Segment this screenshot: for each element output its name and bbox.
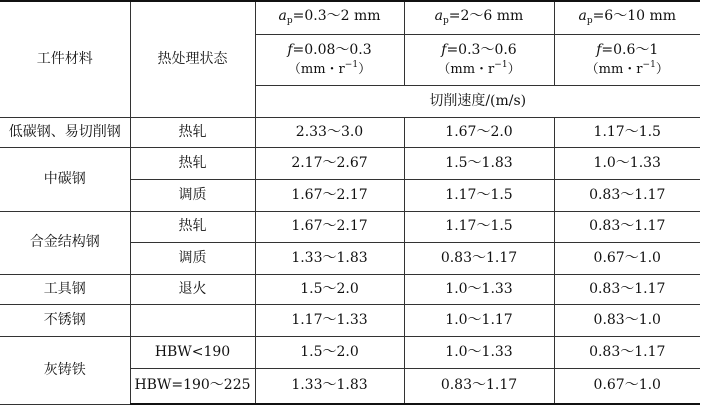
- heat-state-cell: HBW<190: [130, 337, 255, 369]
- speed-cell: 0.83～1.17: [554, 337, 700, 369]
- header-material: 工件材料: [0, 1, 130, 117]
- speed-cell: 1.17～1.5: [404, 211, 554, 243]
- speed-cell: 1.5～1.83: [404, 148, 554, 180]
- speed-cell: 2.17～2.67: [255, 148, 404, 180]
- header-feed-1: f=0.08～0.3 （mm・$r^{-1}$）: [255, 35, 404, 86]
- speed-cell: 1.5～2.0: [255, 274, 404, 305]
- material-cell: 合金结构钢: [0, 211, 130, 274]
- material-cell: 低碳钢、易切削钢: [0, 117, 130, 148]
- speed-cell: 1.33～1.83: [255, 243, 404, 275]
- speed-cell: 1.5～2.0: [255, 337, 404, 369]
- material-cell: 不锈钢: [0, 305, 130, 337]
- speed-cell: 1.17～1.5: [404, 180, 554, 212]
- speed-cell: 1.67～2.17: [255, 180, 404, 212]
- speed-cell: 1.0～1.33: [404, 274, 554, 305]
- speed-cell: 0.83～1.17: [404, 368, 554, 404]
- header-cutting-speed: 切削速度/(m/s): [255, 86, 700, 118]
- speed-cell: 0.83～1.17: [404, 243, 554, 275]
- heat-state-cell: 调质: [130, 180, 255, 212]
- heat-state-cell: 热轧: [130, 117, 255, 148]
- material-cell: 工具钢: [0, 274, 130, 305]
- heat-state-cell: 热轧: [130, 211, 255, 243]
- header-depth-1: $a_p=0.3\sim 2$ mm: [255, 1, 404, 35]
- header-feed-2: f=0.3～0.6 （mm・$r^{-1}$）: [404, 35, 554, 86]
- speed-cell: 1.0～1.33: [554, 148, 700, 180]
- heat-state-cell: 调质: [130, 243, 255, 275]
- speed-cell: 1.33～1.83: [255, 368, 404, 404]
- speed-cell: 0.67～1.0: [554, 243, 700, 275]
- speed-cell: 2.33～3.0: [255, 117, 404, 148]
- speed-cell: 0.83～1.17: [554, 180, 700, 212]
- header-heat-treatment: 热处理状态: [130, 1, 255, 117]
- speed-cell: 1.17～1.33: [255, 305, 404, 337]
- header-feed-3: f=0.6～1 （mm・$r^{-1}$）: [554, 35, 700, 86]
- heat-state-cell: 退火: [130, 274, 255, 305]
- heat-state-cell: HBW=190～225: [130, 368, 255, 404]
- header-depth-3: $a_p=6\sim 10$ mm: [554, 1, 700, 35]
- heat-state-cell: 热轧: [130, 148, 255, 180]
- speed-cell: 0.83～1.17: [554, 274, 700, 305]
- speed-cell: 0.83～1.0: [554, 305, 700, 337]
- material-cell: 中碳钢: [0, 148, 130, 211]
- speed-cell: 0.67～1.0: [554, 368, 700, 404]
- speed-cell: 1.67～2.17: [255, 211, 404, 243]
- speed-cell: 0.83～1.17: [554, 211, 700, 243]
- speed-cell: 1.67～2.0: [404, 117, 554, 148]
- speed-cell: 1.0～1.17: [404, 305, 554, 337]
- speed-cell: 1.0～1.33: [404, 337, 554, 369]
- heat-state-cell: [130, 305, 255, 337]
- speed-cell: 1.17～1.5: [554, 117, 700, 148]
- material-cell: 灰铸铁: [0, 337, 130, 404]
- header-depth-2: $a_p=2\sim 6$ mm: [404, 1, 554, 35]
